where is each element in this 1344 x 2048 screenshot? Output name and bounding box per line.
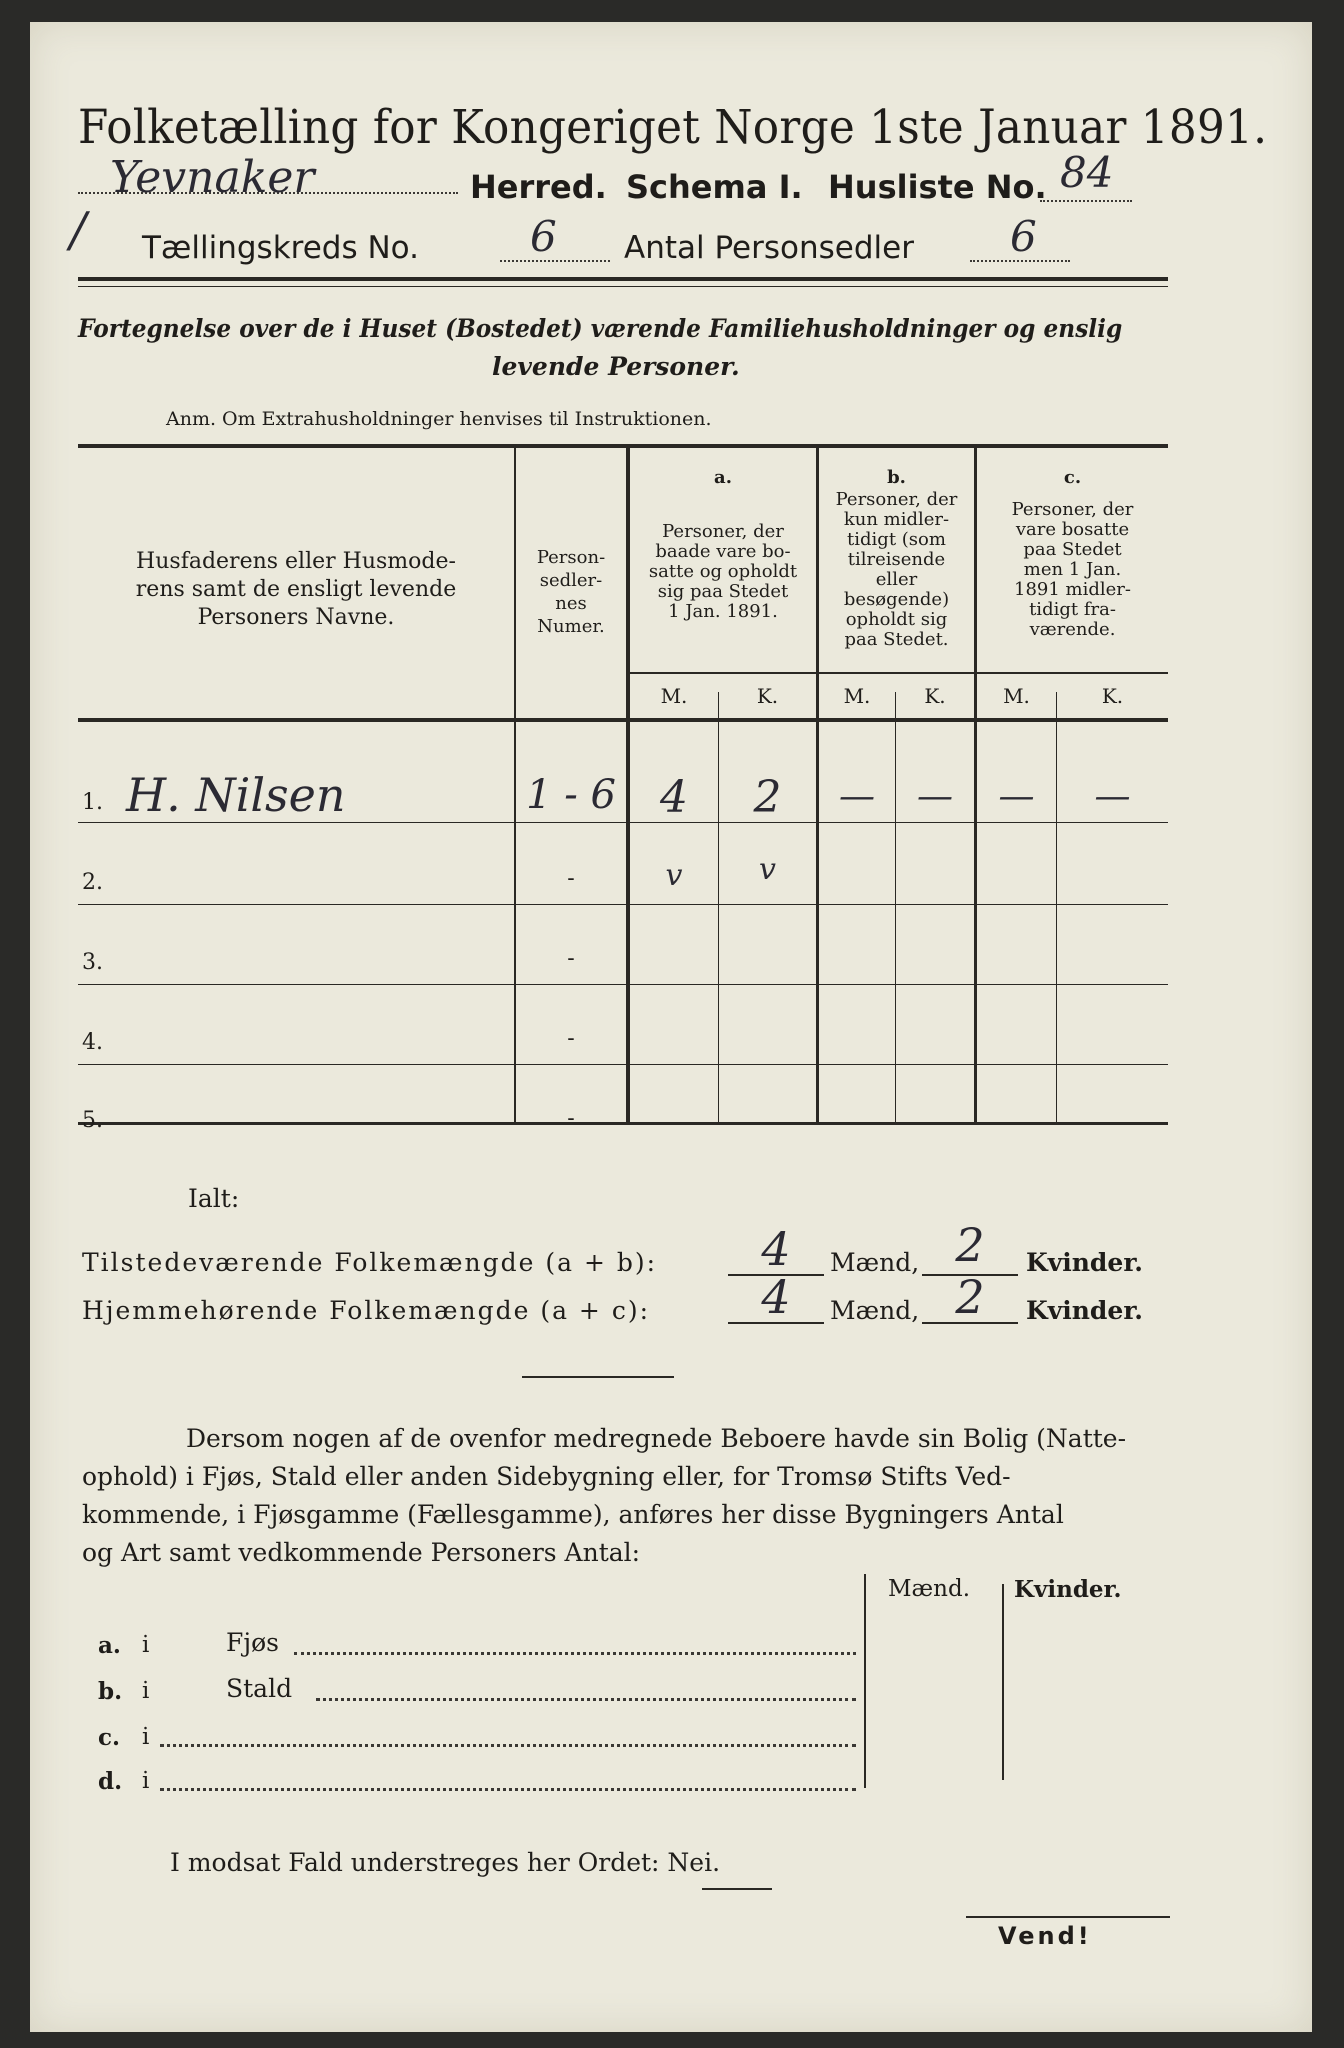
row-1-number: 1. bbox=[82, 790, 103, 815]
schema-label: Schema I. bbox=[626, 168, 803, 206]
building-paragraph bbox=[82, 1420, 1168, 1572]
row-2-num: - bbox=[567, 866, 575, 891]
form-title: Folketælling for Kongeriget Norge 1ste Januar 1891. bbox=[78, 100, 1268, 155]
col-header-num-line2: sedler- bbox=[539, 570, 603, 591]
col-a-k: K. bbox=[756, 684, 779, 708]
col-a-line4: sig paa Stedet bbox=[657, 581, 789, 602]
row-1-b-k: — bbox=[917, 776, 953, 817]
row-1-num: 1 - 6 bbox=[526, 772, 616, 818]
table-header-rule bbox=[78, 718, 1168, 722]
col-header-c bbox=[977, 500, 1168, 640]
lower-item-c-dots bbox=[160, 1744, 856, 1747]
row-5-num: - bbox=[567, 1106, 575, 1131]
lower-maend-header: Mænd. bbox=[888, 1576, 971, 1602]
lower-item-d-dots bbox=[160, 1788, 856, 1791]
col-header-name-line3: Personers Navne. bbox=[197, 605, 395, 630]
col-c-line5: 1891 midler- bbox=[1014, 579, 1131, 600]
col-header-num bbox=[516, 546, 626, 638]
section-divider bbox=[522, 1376, 674, 1378]
col-b-line8: paa Stedet. bbox=[844, 629, 949, 650]
lower-item-b-letter: b. bbox=[98, 1678, 123, 1705]
col-b-k: K. bbox=[924, 684, 946, 708]
col-a-line5: 1 Jan. 1891. bbox=[668, 601, 778, 622]
col-c-line4: men 1 Jan. bbox=[1023, 559, 1122, 580]
kreds-handwritten: 6 bbox=[530, 212, 557, 261]
row-rule-2 bbox=[78, 904, 1168, 905]
header-rule-thin bbox=[78, 286, 1168, 287]
hjem-kvinder: Kvinder. bbox=[1026, 1296, 1143, 1325]
building-paragraph-line1: Dersom nogen af de ovenfor medregnede Beboere havde sin Bolig (Natte- bbox=[186, 1424, 1127, 1453]
col-a-line2: baade vare bo- bbox=[655, 541, 791, 562]
col-b-line5: eller bbox=[875, 569, 918, 590]
row-1-a-m: 4 bbox=[660, 772, 688, 823]
lower-item-d-letter: d. bbox=[98, 1768, 123, 1795]
col-header-num-line3: nes bbox=[555, 593, 587, 614]
anm-note: Anm. Om Extrahusholdninger henvises til Instruktionen. bbox=[166, 408, 712, 430]
hjem-label: Hjemmehørende Folkemængde (a + c): bbox=[82, 1296, 650, 1325]
col-c-letter: c. bbox=[1063, 467, 1082, 488]
lower-kvinder-header: Kvinder. bbox=[1014, 1576, 1122, 1603]
row-2-a-k: v bbox=[759, 852, 776, 887]
col-c-k: K. bbox=[1101, 684, 1124, 708]
row-1-a-k: 2 bbox=[753, 772, 782, 823]
lower-item-b-label: Stald bbox=[226, 1674, 293, 1703]
intro-line-1: Fortegnelse over de i Huset (Bostedet) værende Familiehusholdninger og enslig bbox=[78, 314, 1123, 343]
row-2-number: 2. bbox=[82, 870, 103, 895]
col-c-m: M. bbox=[1003, 684, 1030, 708]
col-header-b bbox=[819, 490, 974, 650]
antal-label: Antal Personsedler bbox=[624, 230, 914, 266]
col-b-line4: tilreisende bbox=[847, 549, 946, 570]
building-paragraph-line2: ophold) i Fjøs, Stald eller anden Sidebygning eller, for Tromsø Stifts Ved- bbox=[82, 1462, 1011, 1491]
col-divider-bm-bk bbox=[895, 692, 896, 1124]
col-header-name bbox=[86, 548, 506, 632]
col-c-line3: paa Stedet bbox=[1023, 539, 1122, 560]
lower-item-b-i: i bbox=[142, 1678, 150, 1704]
row-rule-1 bbox=[78, 822, 1168, 823]
lower-col-divider-2 bbox=[1002, 1584, 1004, 1780]
col-b-line7: opholdt sig bbox=[845, 609, 948, 630]
col-divider-cm-ck bbox=[1056, 692, 1057, 1124]
row-4-num: - bbox=[567, 1026, 575, 1051]
antal-handwritten: 6 bbox=[1010, 212, 1037, 261]
row-5-number: 5. bbox=[82, 1108, 103, 1133]
col-c-line7: værende. bbox=[1029, 619, 1116, 640]
row-4-number: 4. bbox=[82, 1030, 103, 1055]
col-b-line1: Personer, der bbox=[835, 489, 958, 510]
col-b-line6: besøgende) bbox=[843, 589, 950, 610]
row-2-a-m: v bbox=[665, 858, 683, 893]
hjem-maend: Mænd, bbox=[830, 1296, 920, 1325]
row-1-c-m: — bbox=[998, 776, 1035, 817]
building-paragraph-line4: og Art samt vedkommende Personers Antal: bbox=[82, 1538, 641, 1567]
col-header-num-line4: Numer. bbox=[537, 616, 605, 637]
tilst-maend: Mænd, bbox=[830, 1248, 920, 1277]
lower-item-a-label: Fjøs bbox=[226, 1628, 279, 1657]
tilst-m-value: 4 bbox=[761, 1222, 791, 1276]
row-1-c-k: — bbox=[1094, 776, 1131, 817]
col-header-name-line2: rens samt de ensligt levende bbox=[135, 577, 457, 602]
table-top-rule bbox=[78, 444, 1168, 448]
lower-col-divider-1 bbox=[864, 1574, 866, 1788]
row-3-num: - bbox=[567, 946, 575, 971]
col-c-line2: vare bosatte bbox=[1015, 519, 1130, 540]
husliste-dotline bbox=[1040, 200, 1132, 202]
tilst-k-value: 2 bbox=[955, 1218, 985, 1272]
row-3-number: 3. bbox=[82, 950, 103, 975]
col-header-name-line1: Husfaderens eller Husmode- bbox=[136, 549, 456, 574]
tally-mark: / bbox=[70, 202, 87, 258]
row-rule-4 bbox=[78, 1064, 1168, 1065]
hjem-m-value: 4 bbox=[761, 1270, 791, 1324]
col-a-line1: Personer, der bbox=[662, 521, 784, 542]
hjem-k-value: 2 bbox=[955, 1270, 985, 1324]
col-header-num-line1: Person- bbox=[536, 547, 606, 568]
lower-item-c-i: i bbox=[142, 1724, 150, 1750]
row-1-b-m: — bbox=[839, 776, 875, 817]
census-form-page bbox=[30, 22, 1312, 2032]
col-b-m: M. bbox=[843, 684, 871, 708]
vend-rule bbox=[966, 1916, 1170, 1918]
building-paragraph-line3: kommende, i Fjøsgamme (Fællesgamme), anføres her disse Bygningers Antal bbox=[82, 1500, 1064, 1529]
lower-item-a-i: i bbox=[142, 1632, 150, 1658]
lower-item-b-dots bbox=[316, 1698, 856, 1701]
col-c-line6: tidigt fra- bbox=[1029, 599, 1116, 620]
col-header-a bbox=[630, 522, 816, 622]
husliste-label: Husliste No. bbox=[828, 168, 1047, 206]
intro-line-2: levende Personer. bbox=[492, 352, 740, 381]
lower-item-a-dots bbox=[294, 1652, 856, 1655]
ialt-label: Ialt: bbox=[188, 1184, 240, 1213]
tilst-label: Tilstedeværende Folkemængde (a + b): bbox=[82, 1248, 658, 1277]
col-b-line3: tidigt (som bbox=[847, 529, 946, 550]
col-b-line2: kun midler- bbox=[843, 509, 950, 530]
lower-item-d-i: i bbox=[142, 1768, 150, 1794]
lower-item-a-letter: a. bbox=[98, 1632, 121, 1659]
row-rule-3 bbox=[78, 984, 1168, 985]
col-a-line3: satte og opholdt bbox=[648, 561, 798, 582]
modsat-note: I modsat Fald understreges her Ordet: Nei. bbox=[170, 1848, 721, 1877]
lower-item-c-letter: c. bbox=[98, 1724, 121, 1751]
col-c-line1: Personer, der bbox=[1011, 499, 1134, 520]
header-rule-thick bbox=[78, 277, 1168, 281]
herred-handwritten: Yevnaker bbox=[110, 152, 315, 203]
mk-subheader-rule bbox=[630, 672, 1168, 674]
vend-label: Vend! bbox=[998, 1922, 1092, 1950]
kreds-label: Tællingskreds No. bbox=[142, 230, 419, 266]
husliste-handwritten: 84 bbox=[1060, 148, 1114, 197]
row-1-name: H. Nilsen bbox=[126, 768, 346, 822]
col-a-m: M. bbox=[660, 684, 688, 708]
col-b-letter: b. bbox=[887, 467, 906, 488]
col-a-letter: a. bbox=[714, 467, 732, 488]
herred-label: Herred. bbox=[470, 168, 607, 206]
tilst-kvinder: Kvinder. bbox=[1026, 1248, 1143, 1277]
nei-underline bbox=[702, 1888, 772, 1890]
col-divider-am-ak bbox=[718, 692, 719, 1124]
